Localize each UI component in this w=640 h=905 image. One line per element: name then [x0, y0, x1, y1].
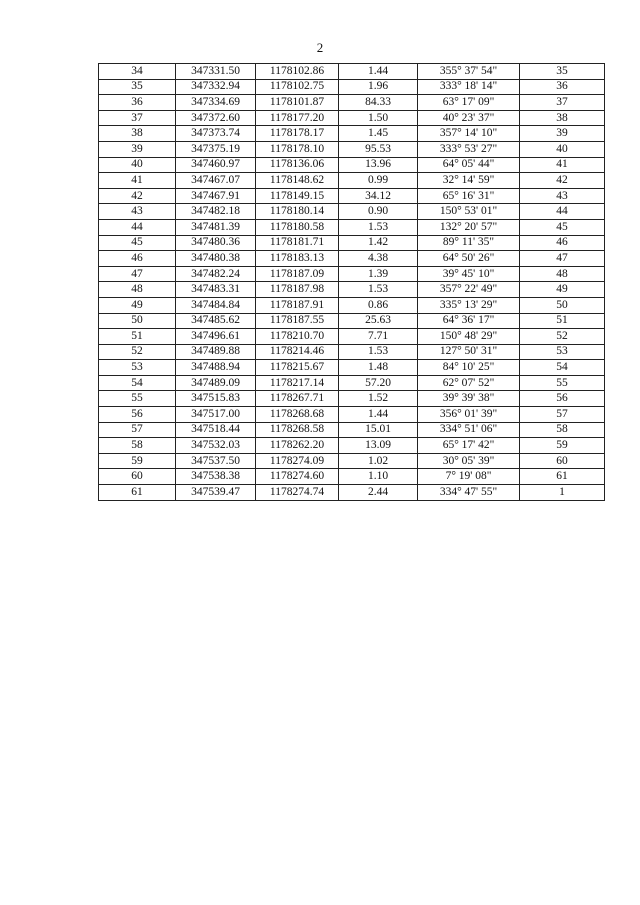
y-coordinate-cell: 1178214.46 — [256, 344, 339, 360]
bearing-cell: 355° 37' 54" — [418, 64, 520, 80]
x-coordinate-cell: 347482.24 — [176, 266, 256, 282]
bearing-cell: 150° 53' 01" — [418, 204, 520, 220]
next-point-cell: 57 — [520, 407, 605, 423]
distance-cell: 95.53 — [339, 141, 418, 157]
bearing-cell: 150° 48' 29" — [418, 329, 520, 345]
distance-cell: 1.45 — [339, 126, 418, 142]
y-coordinate-cell: 1178136.06 — [256, 157, 339, 173]
next-point-cell: 58 — [520, 422, 605, 438]
point-number-cell: 51 — [99, 329, 176, 345]
y-coordinate-cell: 1178187.55 — [256, 313, 339, 329]
y-coordinate-cell: 1178102.86 — [256, 64, 339, 80]
next-point-cell: 45 — [520, 219, 605, 235]
distance-cell: 34.12 — [339, 188, 418, 204]
x-coordinate-cell: 347539.47 — [176, 485, 256, 501]
bearing-cell: 334° 51' 06" — [418, 422, 520, 438]
table-row — [99, 95, 605, 111]
y-coordinate-cell: 1178180.14 — [256, 204, 339, 220]
table-row — [99, 251, 605, 267]
table-row — [99, 313, 605, 329]
bearing-cell: 333° 53' 27" — [418, 141, 520, 157]
point-number-cell: 43 — [99, 204, 176, 220]
bearing-cell: 62° 07' 52" — [418, 375, 520, 391]
bearing-cell: 84° 10' 25" — [418, 360, 520, 376]
distance-cell: 2.44 — [339, 485, 418, 501]
x-coordinate-cell: 347482.18 — [176, 204, 256, 220]
bearing-cell: 65° 17' 42" — [418, 438, 520, 454]
point-number-cell: 41 — [99, 173, 176, 189]
x-coordinate-cell: 347480.38 — [176, 251, 256, 267]
y-coordinate-cell: 1178262.20 — [256, 438, 339, 454]
bearing-cell: 132° 20' 57" — [418, 219, 520, 235]
distance-cell: 0.86 — [339, 297, 418, 313]
table-row — [99, 188, 605, 204]
point-number-cell: 42 — [99, 188, 176, 204]
x-coordinate-cell: 347488.94 — [176, 360, 256, 376]
y-coordinate-cell: 1178187.98 — [256, 282, 339, 298]
x-coordinate-cell: 347537.50 — [176, 453, 256, 469]
y-coordinate-cell: 1178268.68 — [256, 407, 339, 423]
bearing-cell: 65° 16' 31" — [418, 188, 520, 204]
x-coordinate-cell: 347532.03 — [176, 438, 256, 454]
point-number-cell: 48 — [99, 282, 176, 298]
table-row — [99, 126, 605, 142]
bearing-cell: 30° 05' 39" — [418, 453, 520, 469]
bearing-cell: 357° 14' 10" — [418, 126, 520, 142]
next-point-cell: 51 — [520, 313, 605, 329]
distance-cell: 7.71 — [339, 329, 418, 345]
table-row — [99, 219, 605, 235]
next-point-cell: 52 — [520, 329, 605, 345]
distance-cell: 1.02 — [339, 453, 418, 469]
x-coordinate-cell: 347372.60 — [176, 110, 256, 126]
next-point-cell: 40 — [520, 141, 605, 157]
point-number-cell: 45 — [99, 235, 176, 251]
next-point-cell: 1 — [520, 485, 605, 501]
y-coordinate-cell: 1178149.15 — [256, 188, 339, 204]
distance-cell: 13.96 — [339, 157, 418, 173]
y-coordinate-cell: 1178274.74 — [256, 485, 339, 501]
point-number-cell: 37 — [99, 110, 176, 126]
y-coordinate-cell: 1178187.91 — [256, 297, 339, 313]
x-coordinate-cell: 347484.84 — [176, 297, 256, 313]
point-number-cell: 38 — [99, 126, 176, 142]
distance-cell: 1.53 — [339, 282, 418, 298]
x-coordinate-cell: 347496.61 — [176, 329, 256, 345]
bearing-cell: 64° 50' 26" — [418, 251, 520, 267]
y-coordinate-cell: 1178215.67 — [256, 360, 339, 376]
x-coordinate-cell: 347518.44 — [176, 422, 256, 438]
x-coordinate-cell: 347485.62 — [176, 313, 256, 329]
table-row — [99, 64, 605, 80]
table-row — [99, 375, 605, 391]
y-coordinate-cell: 1178187.09 — [256, 266, 339, 282]
point-number-cell: 47 — [99, 266, 176, 282]
y-coordinate-cell: 1178274.09 — [256, 453, 339, 469]
distance-cell: 0.90 — [339, 204, 418, 220]
bearing-cell: 64° 36' 17" — [418, 313, 520, 329]
y-coordinate-cell: 1178181.71 — [256, 235, 339, 251]
next-point-cell: 41 — [520, 157, 605, 173]
point-number-cell: 54 — [99, 375, 176, 391]
distance-cell: 1.48 — [339, 360, 418, 376]
distance-cell: 1.53 — [339, 344, 418, 360]
table-row — [99, 204, 605, 220]
y-coordinate-cell: 1178183.13 — [256, 251, 339, 267]
bearing-cell: 39° 45' 10" — [418, 266, 520, 282]
table-row — [99, 110, 605, 126]
bearing-cell: 356° 01' 39" — [418, 407, 520, 423]
distance-cell: 1.96 — [339, 79, 418, 95]
table-row — [99, 141, 605, 157]
x-coordinate-cell: 347331.50 — [176, 64, 256, 80]
table-row — [99, 173, 605, 189]
table-row — [99, 329, 605, 345]
y-coordinate-cell: 1178274.60 — [256, 469, 339, 485]
distance-cell: 57.20 — [339, 375, 418, 391]
next-point-cell: 38 — [520, 110, 605, 126]
bearing-cell: 89° 11' 35" — [418, 235, 520, 251]
x-coordinate-cell: 347460.97 — [176, 157, 256, 173]
x-coordinate-cell: 347517.00 — [176, 407, 256, 423]
point-number-cell: 57 — [99, 422, 176, 438]
next-point-cell: 39 — [520, 126, 605, 142]
next-point-cell: 56 — [520, 391, 605, 407]
y-coordinate-cell: 1178267.71 — [256, 391, 339, 407]
point-number-cell: 50 — [99, 313, 176, 329]
next-point-cell: 47 — [520, 251, 605, 267]
table-row — [99, 344, 605, 360]
page-number: 2 — [316, 40, 324, 55]
point-number-cell: 46 — [99, 251, 176, 267]
table-row — [99, 79, 605, 95]
distance-cell: 1.52 — [339, 391, 418, 407]
table-row — [99, 157, 605, 173]
y-coordinate-cell: 1178268.58 — [256, 422, 339, 438]
next-point-cell: 37 — [520, 95, 605, 111]
distance-cell: 1.44 — [339, 64, 418, 80]
y-coordinate-cell: 1178177.20 — [256, 110, 339, 126]
x-coordinate-cell: 347375.19 — [176, 141, 256, 157]
next-point-cell: 53 — [520, 344, 605, 360]
y-coordinate-cell: 1178210.70 — [256, 329, 339, 345]
distance-cell: 13.09 — [339, 438, 418, 454]
table-row — [99, 485, 605, 501]
table-row — [99, 422, 605, 438]
x-coordinate-cell: 347467.07 — [176, 173, 256, 189]
point-number-cell: 35 — [99, 79, 176, 95]
table-row — [99, 453, 605, 469]
bearing-cell: 32° 14' 59" — [418, 173, 520, 189]
x-coordinate-cell: 347334.69 — [176, 95, 256, 111]
bearing-cell: 127° 50' 31" — [418, 344, 520, 360]
point-number-cell: 59 — [99, 453, 176, 469]
point-number-cell: 44 — [99, 219, 176, 235]
distance-cell: 0.99 — [339, 173, 418, 189]
table-row — [99, 469, 605, 485]
table-row — [99, 391, 605, 407]
next-point-cell: 59 — [520, 438, 605, 454]
coordinates-table — [98, 63, 605, 501]
bearing-cell: 333° 18' 14" — [418, 79, 520, 95]
point-number-cell: 40 — [99, 157, 176, 173]
x-coordinate-cell: 347467.91 — [176, 188, 256, 204]
point-number-cell: 49 — [99, 297, 176, 313]
point-number-cell: 39 — [99, 141, 176, 157]
x-coordinate-cell: 347538.38 — [176, 469, 256, 485]
next-point-cell: 46 — [520, 235, 605, 251]
y-coordinate-cell: 1178148.62 — [256, 173, 339, 189]
bearing-cell: 334° 47' 55" — [418, 485, 520, 501]
x-coordinate-cell: 347515.83 — [176, 391, 256, 407]
point-number-cell: 60 — [99, 469, 176, 485]
next-point-cell: 48 — [520, 266, 605, 282]
y-coordinate-cell: 1178102.75 — [256, 79, 339, 95]
next-point-cell: 35 — [520, 64, 605, 80]
next-point-cell: 55 — [520, 375, 605, 391]
point-number-cell: 34 — [99, 64, 176, 80]
y-coordinate-cell: 1178217.14 — [256, 375, 339, 391]
table-row — [99, 282, 605, 298]
x-coordinate-cell: 347481.39 — [176, 219, 256, 235]
point-number-cell: 52 — [99, 344, 176, 360]
next-point-cell: 49 — [520, 282, 605, 298]
next-point-cell: 43 — [520, 188, 605, 204]
next-point-cell: 60 — [520, 453, 605, 469]
distance-cell: 1.10 — [339, 469, 418, 485]
point-number-cell: 61 — [99, 485, 176, 501]
distance-cell: 1.44 — [339, 407, 418, 423]
x-coordinate-cell: 347489.09 — [176, 375, 256, 391]
table-row — [99, 235, 605, 251]
bearing-cell: 40° 23' 37" — [418, 110, 520, 126]
distance-cell: 1.50 — [339, 110, 418, 126]
x-coordinate-cell: 347373.74 — [176, 126, 256, 142]
point-number-cell: 55 — [99, 391, 176, 407]
point-number-cell: 53 — [99, 360, 176, 376]
table-row — [99, 407, 605, 423]
x-coordinate-cell: 347489.88 — [176, 344, 256, 360]
next-point-cell: 42 — [520, 173, 605, 189]
next-point-cell: 50 — [520, 297, 605, 313]
bearing-cell: 357° 22' 49" — [418, 282, 520, 298]
bearing-cell: 335° 13' 29" — [418, 297, 520, 313]
next-point-cell: 44 — [520, 204, 605, 220]
bearing-cell: 64° 05' 44" — [418, 157, 520, 173]
distance-cell: 1.53 — [339, 219, 418, 235]
distance-cell: 1.42 — [339, 235, 418, 251]
distance-cell: 84.33 — [339, 95, 418, 111]
distance-cell: 1.39 — [339, 266, 418, 282]
next-point-cell: 61 — [520, 469, 605, 485]
x-coordinate-cell: 347483.31 — [176, 282, 256, 298]
coordinates-table-body — [99, 64, 605, 501]
table-row — [99, 297, 605, 313]
y-coordinate-cell: 1178180.58 — [256, 219, 339, 235]
bearing-cell: 7° 19' 08" — [418, 469, 520, 485]
table-row — [99, 360, 605, 376]
table-row — [99, 266, 605, 282]
y-coordinate-cell: 1178101.87 — [256, 95, 339, 111]
point-number-cell: 36 — [99, 95, 176, 111]
y-coordinate-cell: 1178178.17 — [256, 126, 339, 142]
point-number-cell: 56 — [99, 407, 176, 423]
bearing-cell: 63° 17' 09" — [418, 95, 520, 111]
y-coordinate-cell: 1178178.10 — [256, 141, 339, 157]
next-point-cell: 36 — [520, 79, 605, 95]
table-row — [99, 438, 605, 454]
distance-cell: 4.38 — [339, 251, 418, 267]
point-number-cell: 58 — [99, 438, 176, 454]
next-point-cell: 54 — [520, 360, 605, 376]
bearing-cell: 39° 39' 38" — [418, 391, 520, 407]
x-coordinate-cell: 347480.36 — [176, 235, 256, 251]
distance-cell: 15.01 — [339, 422, 418, 438]
distance-cell: 25.63 — [339, 313, 418, 329]
x-coordinate-cell: 347332.94 — [176, 79, 256, 95]
